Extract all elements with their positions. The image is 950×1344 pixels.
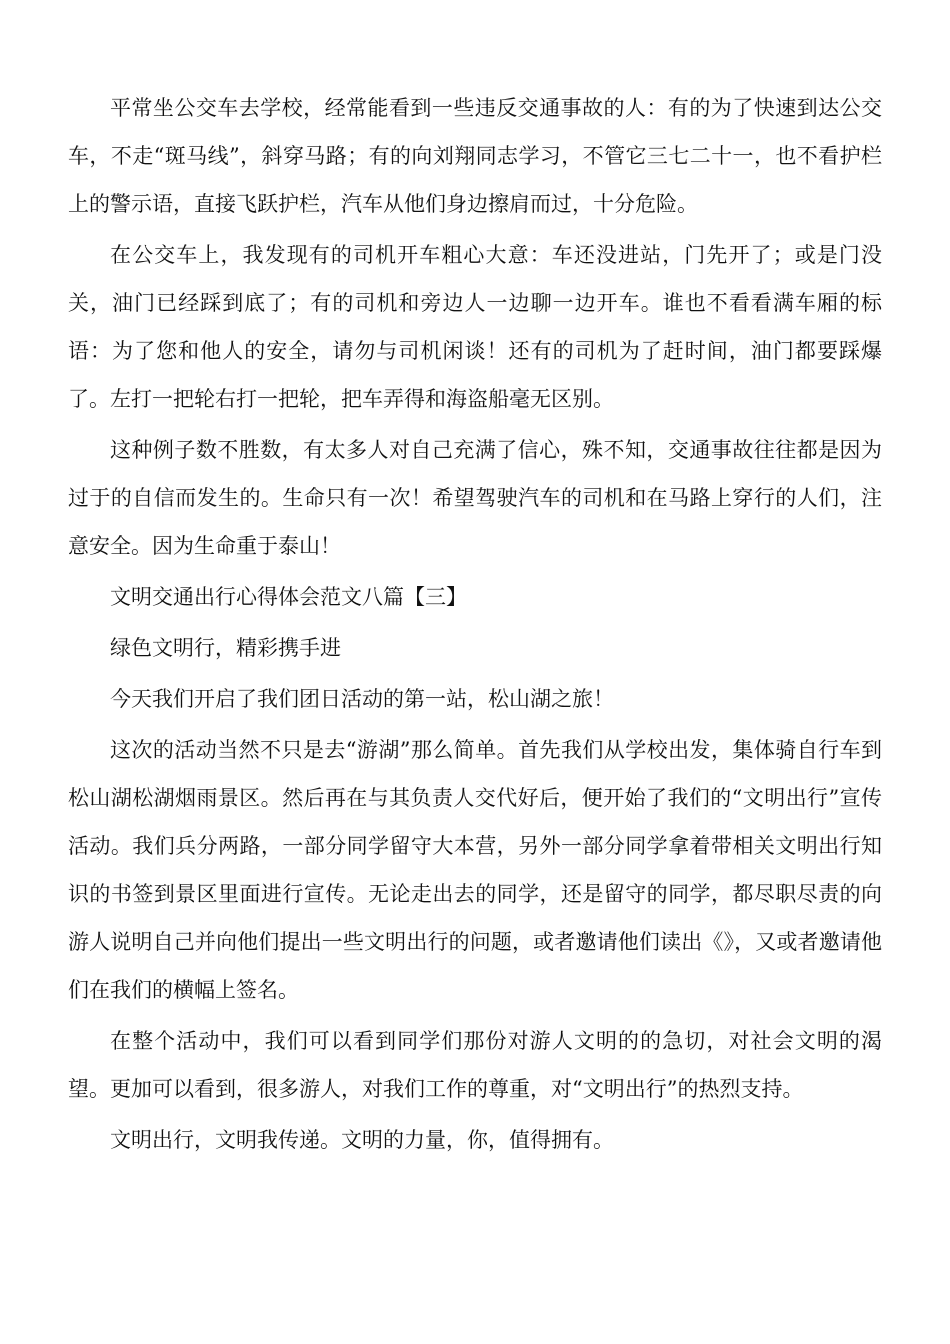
paragraph-intro: 今天我们开启了我们团日活动的第一站，松山湖之旅！ xyxy=(110,687,614,711)
paragraph-bus-violations: 平常坐公交车去学校，经常能看到一些违反交通事故的人：有的为了快速到达公交车，不走“斑马线”，斜穿马路；有的向刘翔同志学习，不管它三七二十一，也不看护栏上的警示语，直接飞跃护栏，汽车从他们身边擦肩而过，十分危险。 xyxy=(68,96,882,216)
paragraph-overconfidence: 这种例子数不胜数，有太多人对自己充满了信心，殊不知，交通事故往往都是因为过于的自信而发生的。生命只有一次！希望驾驶汽车的司机和在马路上穿行的人们，注意安全。因为生命重于泰山！ xyxy=(68,438,882,558)
paragraph-closing: 文明出行，文明我传递。文明的力量，你，值得拥有。 xyxy=(110,1128,614,1152)
section-heading: 文明交通出行心得体会范文八篇【三】 xyxy=(110,585,467,609)
paragraph-observations: 在整个活动中，我们可以看到同学们那份对游人文明的的急切，对社会文明的渴望。更加可以看到，很多游人，对我们工作的尊重，对“文明出行”的热烈支持。 xyxy=(68,1029,882,1101)
paragraph-careless-drivers: 在公交车上，我发现有的司机开车粗心大意：车还没进站，门先开了；或是门没关，油门已经踩到底了；有的司机和旁边人一边聊一边开车。谁也不看看满车厢的标语：为了您和他人的安全，请勿与司机闲谈！还有的司机为了赶时间，油门都要踩爆了。左打一把轮右打一把轮，把车弄得和海盗船毫无区别。 xyxy=(68,243,882,411)
subheading: 绿色文明行，精彩携手进 xyxy=(110,636,341,660)
paragraph-activity: 这次的活动当然不只是去“游湖”那么简单。首先我们从学校出发，集体骑自行车到松山湖松湖烟雨景区。然后再在与其负责人交代好后，便开始了我们的“文明出行”宣传活动。我们兵分两路，一部分同学留守大本营，另外一部分同学拿着带相关文明出行知识的书签到景区里面进行宣传。无论走出去的同学，还是留守的同学，都尽职尽责的向游人说明自己并向他们提出一些文明出行的问题，或者邀请他们读出《》，又或者邀请他们在我们的横幅上签名。 xyxy=(68,738,882,1002)
document-body xyxy=(68,84,882,1167)
